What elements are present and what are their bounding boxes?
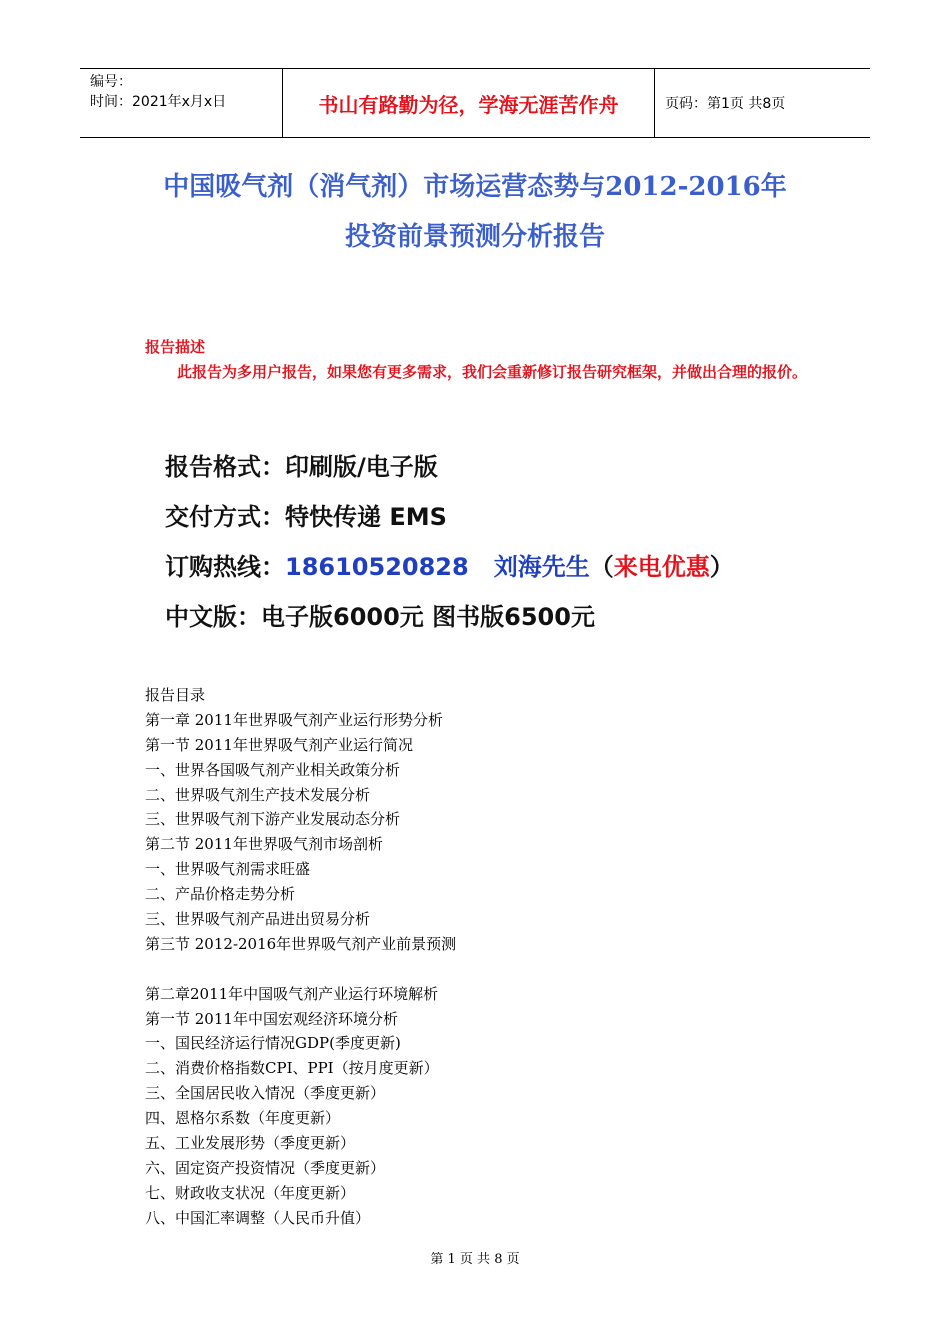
hotline-open-paren: （ (589, 553, 614, 581)
price-text: 中文版：电子版6000元 图书版6500元 (165, 603, 595, 631)
report-title-line2: 投资前景预测分析报告 (344, 222, 605, 252)
toc-line: 二、产品价格走势分析 (145, 885, 296, 904)
toc-line: 第一章 2011年世界吸气剂产业运行形势分析 (145, 710, 443, 729)
price-row (165, 597, 595, 632)
toc-line: 第一节 2011年中国宏观经济环境分析 (145, 1009, 398, 1028)
report-title-line1: 中国吸气剂（消气剂）市场运营态势与2012-2016年 (163, 172, 787, 202)
time-label: 时间：2021年x月x日 (90, 94, 227, 110)
table-of-contents (145, 683, 845, 1231)
toc-line: 二、消费价格指数CPI、PPI（按月度更新） (145, 1059, 439, 1078)
hotline-phone: 18610520828 (285, 553, 469, 581)
toc-line: 二、世界吸气剂生产技术发展分析 (145, 785, 371, 804)
format-row (165, 447, 438, 482)
toc-line: 第二节 2011年世界吸气剂市场剖析 (145, 835, 383, 854)
header-motto-cell (283, 69, 655, 137)
document-header (80, 68, 870, 138)
hotline-contact: 刘海先生 (493, 553, 590, 581)
toc-line: 五、工业发展形势（季度更新） (145, 1134, 356, 1153)
delivery-row (165, 497, 447, 532)
hotline-promo: 来电优惠 (613, 553, 710, 581)
toc-line: 三、世界吸气剂下游产业发展动态分析 (145, 810, 401, 829)
header-page-info: 页码：第1页 共8页 (665, 96, 786, 112)
toc-line: 三、全国居民收入情况（季度更新） (145, 1084, 386, 1103)
description-body: 此报告为多用户报告，如果您有更多需求，我们会重新修订报告研究框架，并做出合理的报价。 (177, 363, 808, 381)
toc-spacer (145, 957, 845, 982)
toc-line: 报告目录 (145, 686, 206, 704)
toc-line: 七、财政收支状况（年度更新） (145, 1183, 356, 1202)
number-label: 编号： (90, 74, 132, 90)
delivery-value: 特快传递 EMS (285, 503, 447, 531)
toc-line: 一、国民经济运行情况GDP(季度更新) (145, 1034, 401, 1053)
delivery-label: 交付方式： (165, 503, 285, 531)
hotline-row (165, 547, 734, 582)
hotline-label: 订购热线： (165, 553, 285, 581)
toc-line: 一、世界各国吸气剂产业相关政策分析 (145, 760, 401, 779)
toc-line: 四、恩格尔系数（年度更新） (145, 1109, 341, 1128)
toc-line: 三、世界吸气剂产品进出贸易分析 (145, 910, 371, 929)
motto-text: 书山有路勤为径，学海无涯苦作舟 (318, 92, 619, 117)
format-label: 报告格式： (165, 453, 285, 481)
format-value: 印刷版/电子版 (285, 453, 438, 481)
toc-line: 第三节 2012-2016年世界吸气剂产业前景预测 (145, 934, 457, 953)
toc-line: 一、世界吸气剂需求旺盛 (145, 860, 311, 879)
hotline-close-paren: ） (709, 553, 734, 581)
page-footer: 第 1 页 共 8 页 (430, 1252, 520, 1267)
toc-line: 八、中国汇率调整（人民币升值） (145, 1208, 371, 1227)
toc-line: 第二章2011年中国吸气剂产业运行环境解析 (145, 984, 439, 1003)
toc-line: 六、固定资产投资情况（季度更新） (145, 1158, 386, 1177)
toc-line: 第一节 2011年世界吸气剂产业运行简况 (145, 735, 413, 754)
header-meta-cell (80, 69, 283, 137)
description-heading: 报告描述 (145, 338, 206, 356)
header-page-cell (655, 69, 870, 137)
